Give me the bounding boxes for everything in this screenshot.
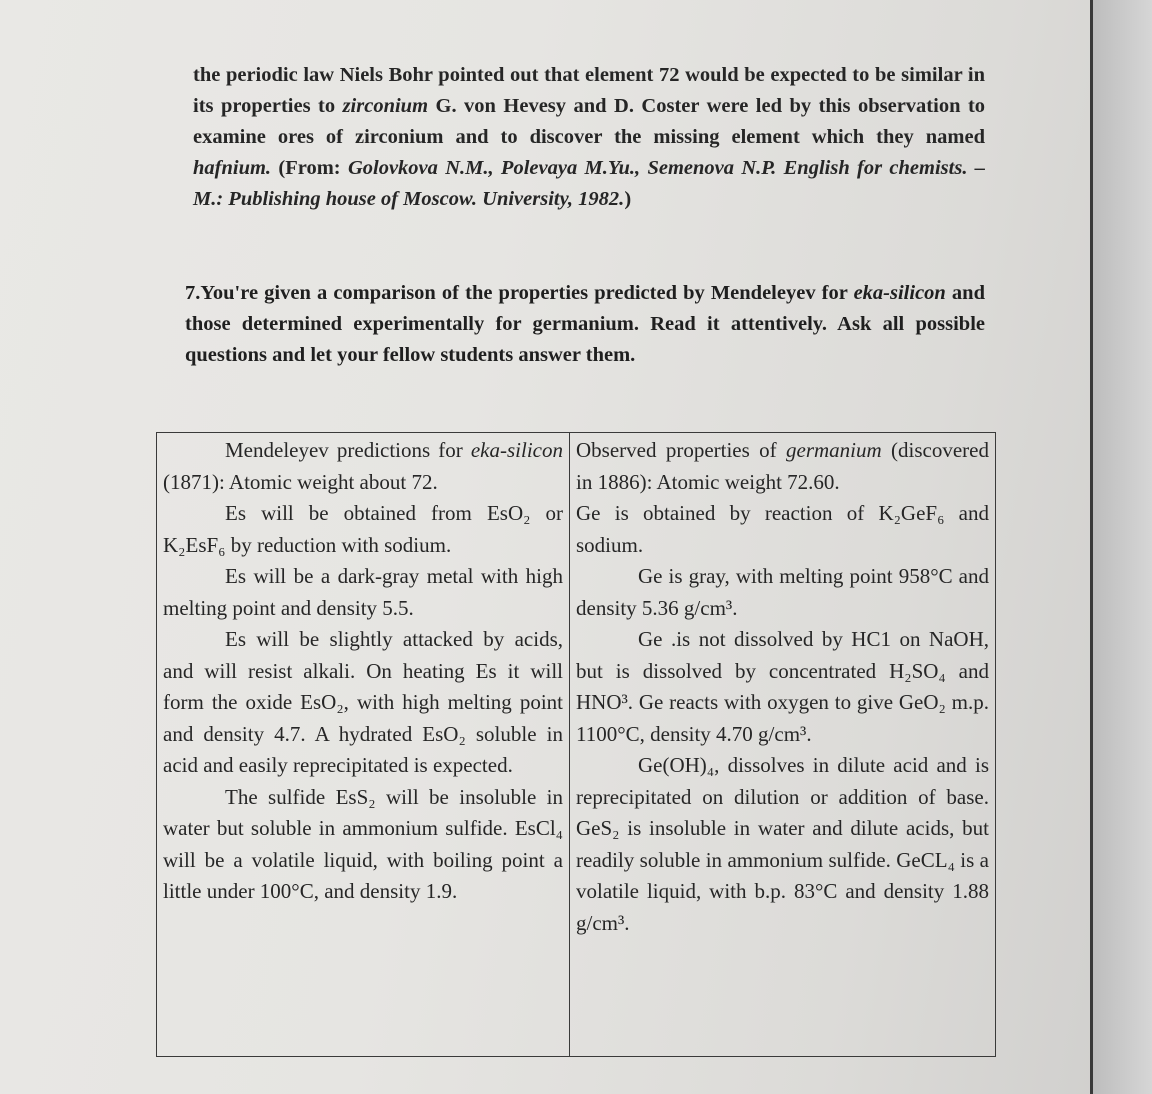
citation-authors: Golovkova N.M., Polevaya M.Yu., Semenova (347, 157, 735, 179)
prediction-acids: Es will be slightly attacked by acids, and will resist alkali. On heating Es it will form the oxide EsO₂, with high melting point and density 4.7. A hydrated EsO₂ soluble in acid and easily reprecipitated is expected. (163, 627, 563, 777)
observed-cell (570, 433, 996, 1057)
intro-paragraph (193, 60, 985, 215)
observed-obtaining: Ge is obtained by reaction of K₂GeF₆ and sodium. (576, 501, 989, 557)
prediction-sulfide: The sulfide EsS₂ will be insoluble in water but soluble in ammonium sulfide. EsCl₄ will be a volatile liquid, with boiling point a little under 100°C, and density 1.9. (163, 784, 563, 903)
task-text-b: and those determined experimentally for germanium. Read it attentively. Ask all possible questions and let your fellow students answer them. (185, 282, 985, 366)
task-text-a: You're given a comparison of the properties predicted by Mendeleyev for (200, 282, 854, 304)
table-row (157, 433, 996, 1057)
intro-line-2b: G. von Hevesy and D. Coster were led by this (428, 95, 851, 117)
prediction-obtaining: Es will be obtained from EsO₂ or K₂EsF₆ by reduction with sodium. (163, 501, 563, 557)
observed-metal: Ge is gray, with melting point 958°C and density 5.36 g/cm³. (576, 564, 989, 620)
prediction-metal: Es will be a dark-gray metal with high melting point and density 5.5. (163, 564, 563, 620)
prediction-weight: (1871): Atomic weight about 72. (163, 469, 438, 494)
intro-line-4a: which they named (811, 126, 985, 148)
prediction-intro: Mendeleyev predictions for (225, 438, 471, 462)
intro-line-4b: (From: (271, 157, 348, 179)
hafnium-term: hafnium. (193, 157, 272, 179)
germanium-label: germanium (786, 438, 882, 462)
observed-weight: (discovered in 1886): Atomic weight 72.60. (576, 438, 989, 494)
eka-silicon-term: eka-silicon (853, 282, 946, 304)
eka-silicon-label: eka-silicon (470, 438, 563, 462)
observed-hydroxide: Ge(OH)₄, dissolves in dilute acid and is reprecipitated on dilution or addition of base. GeS₂ is insoluble in water and dilute acids, but readily soluble in ammonium sulfide. GeCL₄ is a volatile liquid, with b.p. 83°C and density 1.88 g/cm³. (576, 753, 989, 935)
citation-source: N.P. English for chemists. – M.: Publishing house of Moscow. University, 1982. (193, 157, 986, 210)
predictions-cell (157, 433, 570, 1057)
citation-close: ) (624, 188, 632, 210)
background-margin (1093, 0, 1152, 1094)
intro-line-3: observation to examine ores of zirconium and to discover the missing element (193, 95, 986, 148)
task-7 (185, 278, 985, 371)
observed-atomic-weight (576, 435, 989, 498)
observed-acids: Ge .is not dissolved by HC1 on NaOH, but is dissolved by concentrated H₂SO₄ and HNO³. Ge reacts with oxygen to give GeO₂ m.p. 1100°C, density 4.70 g/cm³. (576, 627, 989, 746)
observed-intro: Observed properties of (576, 438, 787, 462)
prediction-atomic-weight (163, 435, 563, 498)
comparison-table (156, 432, 996, 1057)
intro-line-1: the periodic law Niels Bohr pointed out that element 72 would be expected to be (193, 64, 896, 86)
zirconium-term: zirconium (342, 95, 429, 117)
task-number: 7. (185, 282, 201, 304)
intro-line-2a: similar in its properties to (193, 64, 986, 117)
